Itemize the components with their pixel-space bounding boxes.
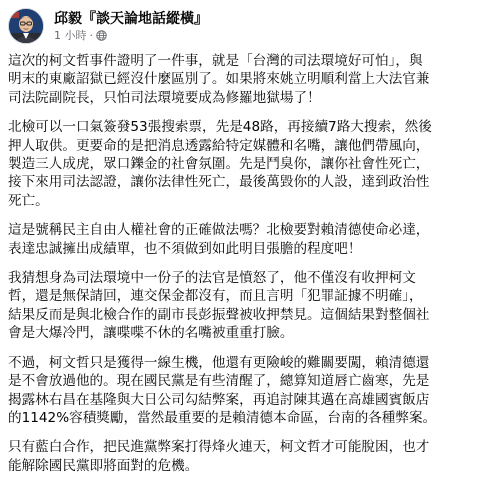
meta-separator: · bbox=[89, 28, 93, 42]
avatar[interactable] bbox=[8, 8, 44, 44]
post-header bbox=[8, 6, 485, 46]
post-paragraph-2: 北檢可以一口氣簽發53張搜索票，先是48路，再接續7路大搜索，然後 押人取供。更要命的是把消息透露給特定媒體和名嘴，讓他們帶風向， 製造三人成虎，眾口鑠金的社會氛圍。先是鬥臭你，讓你社會性死亡， 接下來用司法認證，讓你法律性死亡，最後萬毀你的人設，達到政治性 死亡。 bbox=[8, 119, 432, 209]
avatar-photo-icon bbox=[9, 9, 43, 43]
post-body bbox=[8, 52, 485, 475]
post-timestamp[interactable]: 1 小時 bbox=[54, 28, 87, 42]
globe-icon[interactable] bbox=[96, 30, 107, 41]
header-text bbox=[54, 10, 208, 43]
post-paragraph-1: 這次的柯文哲事件證明了一件事，就是「台灣的司法環境好可怕」，與 明末的東廠詔獄已經沒什麼區別了。如果將來姚立明順利當上大法官兼 司法院副院長，只怕司法環境要成為修羅地獄場了！ bbox=[8, 53, 430, 106]
post-paragraph-3: 這是號稱民主自由人權社會的正確做法嗎？北檢要對賴清德使命必達， 表達忠誠擁出成績單，也不須做到如此明目張膽的程度吧！ bbox=[8, 222, 430, 257]
author-name[interactable]: 邱毅『談天論地話縱橫』 bbox=[54, 10, 208, 27]
post-paragraph-4: 我猜想身為司法環境中一份子的法官是憤怒了，他不僅沒有收押柯文 哲，還是無保請回，連交保金都沒有，而且言明「犯罪証據不明確」， 結果反而是與北檢合作的副市長彭振聲被收押禁見。這個結果對整個社 會是大爆冷門，讓喋喋不休的名嘴被重重打臉。 bbox=[8, 270, 430, 342]
post-meta bbox=[54, 29, 208, 43]
post-paragraph-5: 不過，柯文哲只是獲得一線生機，他還有更險峻的難關要闖，賴清德還 是不會放過他的。現在國民黨是有些清醒了，總算知道唇亡齒寒，先是 揭露林右昌在基隆與大日公司勾結弊案，再追討陳其邁在高雄國賓飯店 的1142%容積獎勵，當然最重要的是賴清德本命區，台南的各種弊案。 bbox=[8, 354, 437, 426]
post-paragraph-6: 只有藍白合作，把民進黨弊案打得烽火連天，柯文哲才可能脫困，也才 能解除國民黨即將面對的危機。 bbox=[8, 439, 430, 474]
